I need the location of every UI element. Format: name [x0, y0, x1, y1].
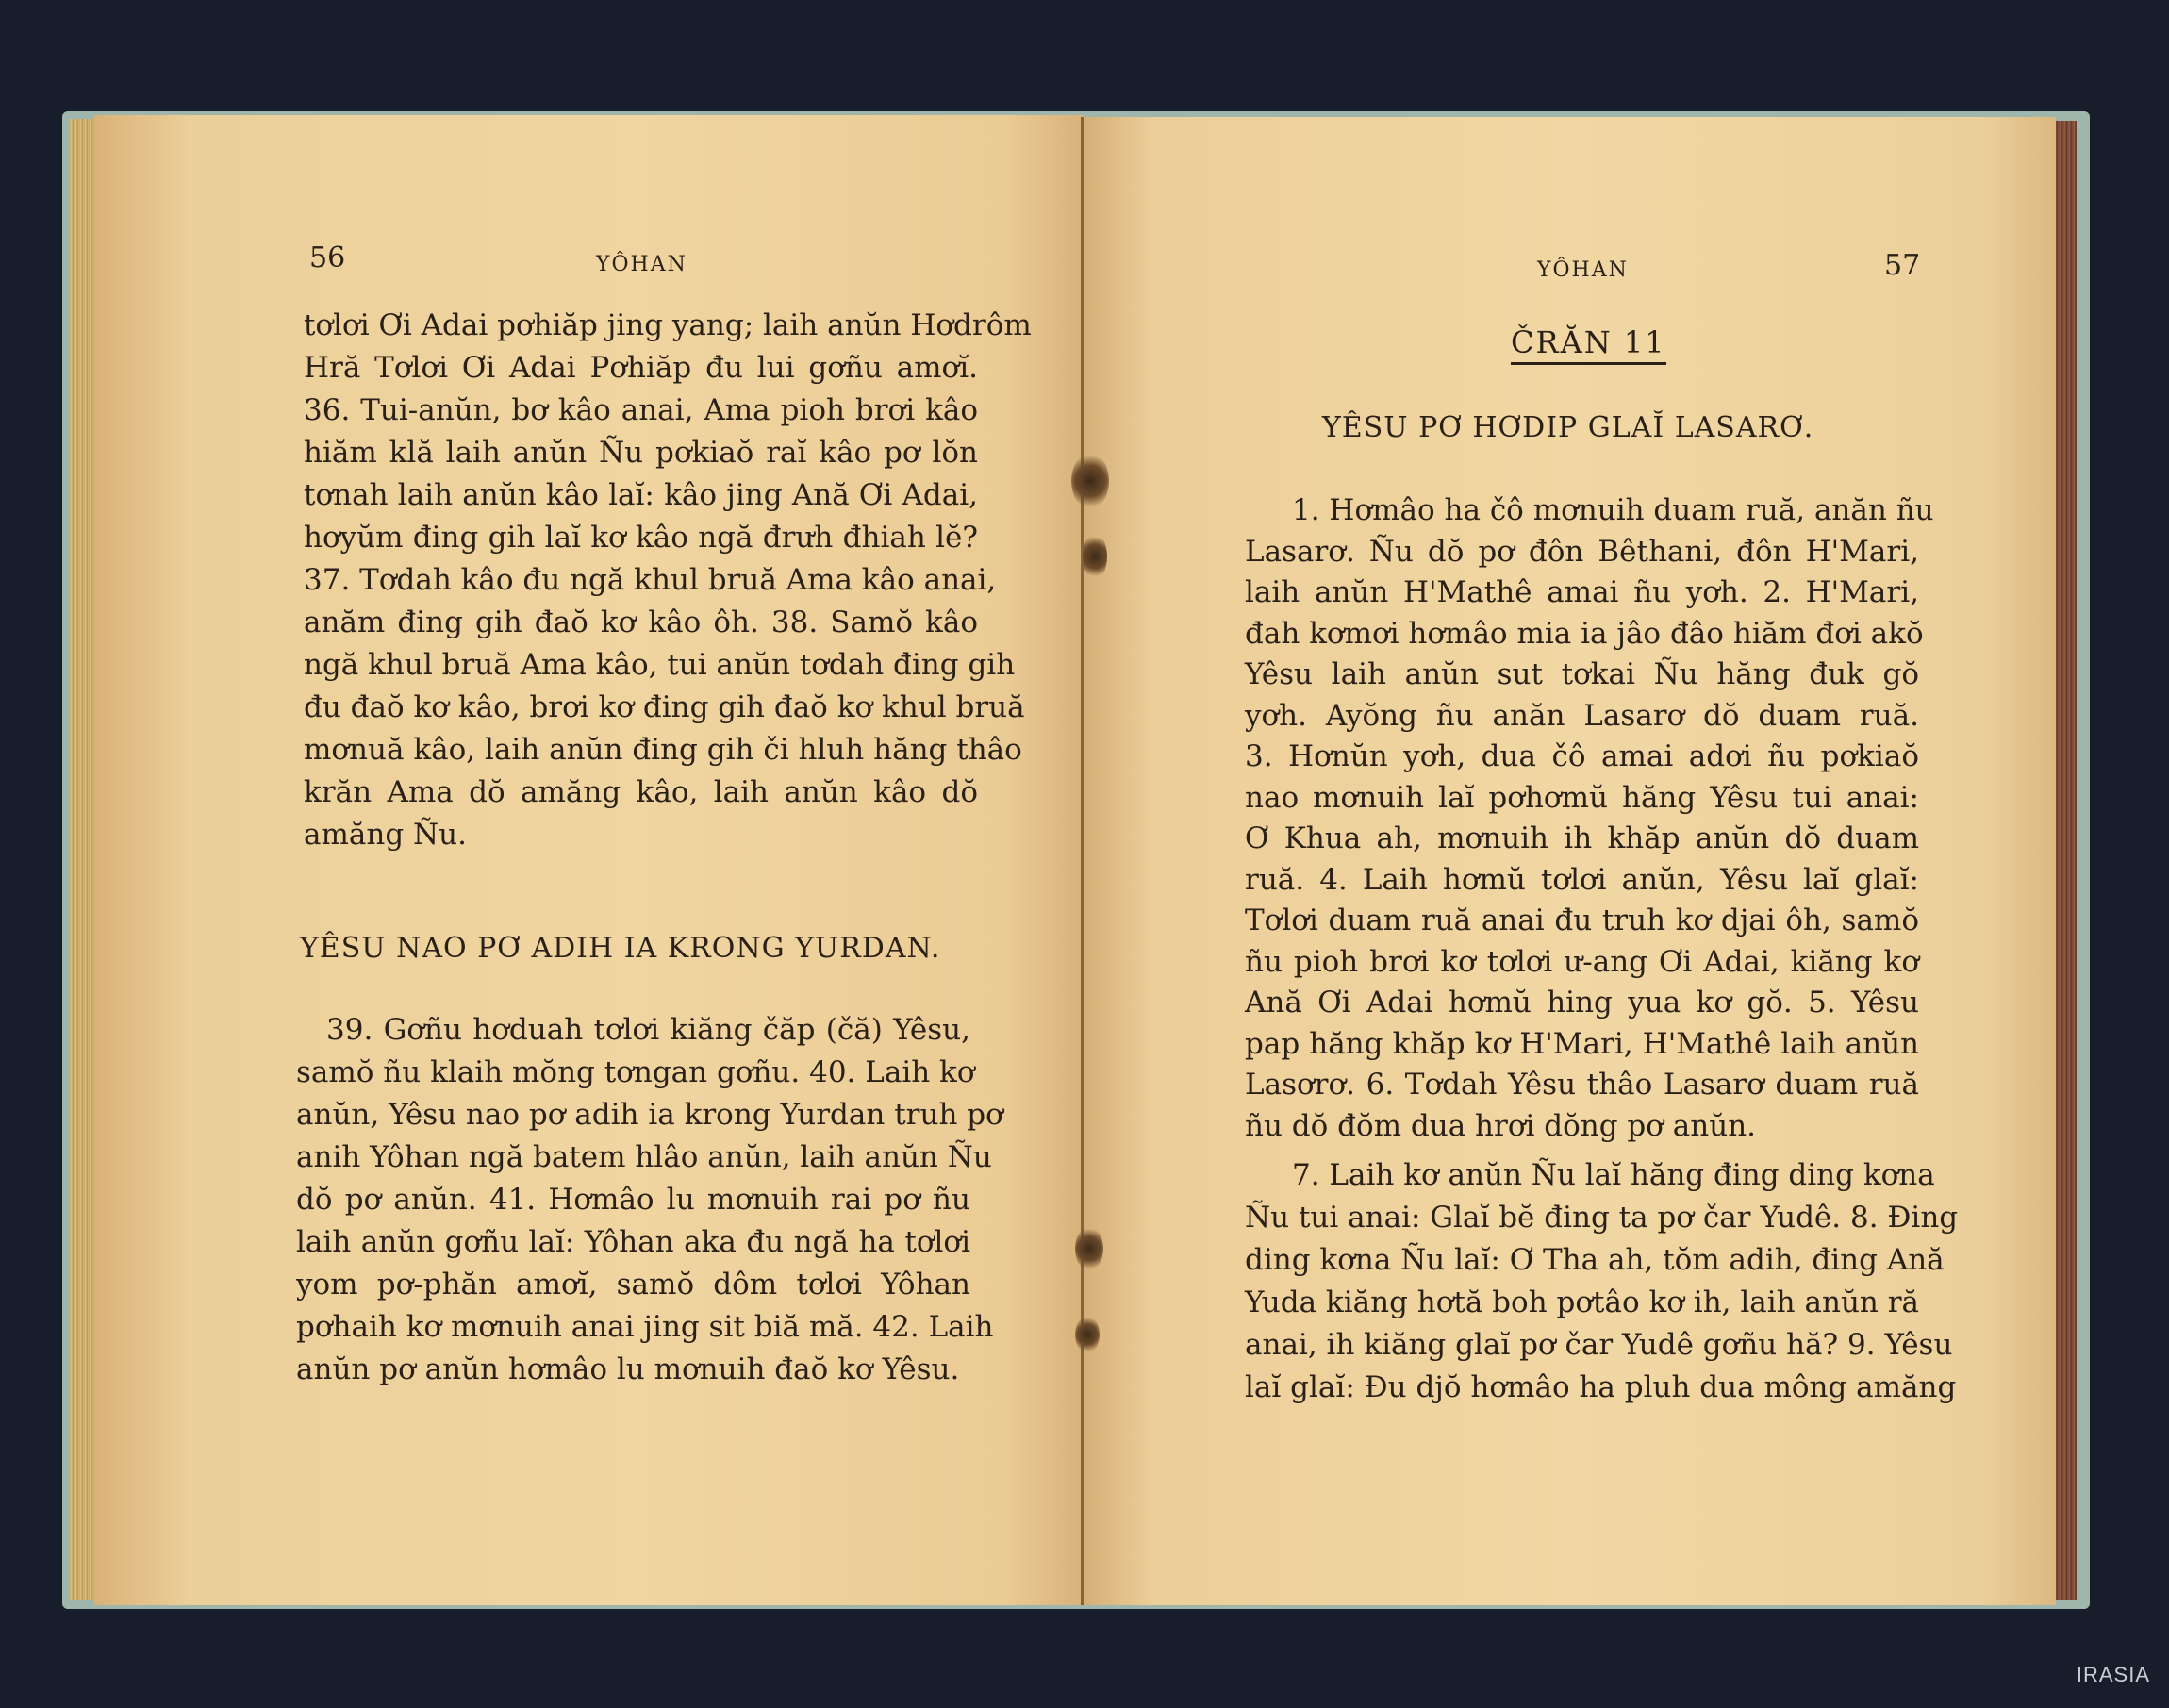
text-line: ñu pioh brơi kơ tơlơi ư-ang Ơi Adai, kiăng kơ [1245, 944, 1919, 979]
text-line: Ñu tui anai: Glaĭ bĕ đing ta pơ čar Yudê. 8. Đing [1245, 1201, 1959, 1235]
text-line: Ơ Khua ah, mơnuih ih khăp anŭn dŏ duam [1245, 821, 1919, 855]
text-line: ruă. 4. Laih hơmŭ tơlơi anŭn, Yêsu laĭ glaĭ: [1245, 862, 1919, 897]
text-line: mơnuă kâo, laih anŭn đing gih či hluh hăng thâo [304, 733, 1022, 767]
left-paragraph-1 [304, 305, 1032, 856]
left-page-number: 56 [309, 241, 346, 274]
text-line: Hră Tơlơi Ơi Adai Pơhiăp đu lui gơñu amơĭ. [304, 351, 978, 385]
text-line: 1. Hơmâo ha čô mơnuih duam ruă, anăn ñu [1292, 493, 1934, 527]
text-line: nao mơnuih laĭ pơhơmŭ hăng Yêsu tui anai: [1245, 780, 1919, 815]
left-paragraph-2 [296, 1009, 1003, 1391]
text-line: Ană Ơi Adai hơmŭ hing yua kơ gŏ. 5. Yêsu [1245, 986, 1919, 1020]
text-line: amăng Ñu. [304, 818, 467, 852]
left-section-heading: YÊSU NAO PƠ ADIH IA KRONG YURDAN. [300, 932, 941, 965]
text-line: 3. Hơnŭn yơh, dua čô amai adơi ñu pơkiaŏ [1245, 739, 1919, 773]
binding-stain [1083, 533, 1107, 580]
text-line: anih Yôhan ngă batem hlâo anŭn, laih anŭn Ñu [296, 1140, 992, 1174]
text-line: Yêsu laih anŭn sut tơkai Ñu hăng đuk gŏ [1245, 657, 1919, 691]
text-line: anŭn, Yêsu nao pơ adih ia krong Yurdan truh pơ [296, 1098, 1003, 1132]
text-line: tơnah laih anŭn kâo laĭ: kâo jing Ană Ơi Adai, [304, 478, 978, 512]
right-page-number: 57 [1884, 249, 1921, 282]
text-line: tơlơi Ơi Adai pơhiăp jing yang; laih anŭn Hơdrôm [304, 308, 1032, 342]
text-line: anŭn pơ anŭn hơmâo lu mơnuih đaŏ kơ Yêsu. [296, 1352, 960, 1386]
text-line: Lasarơ. Ñu dŏ pơ đôn Bêthani, đôn H'Mari, [1245, 534, 1919, 569]
text-line: đu đaŏ kơ kâo, brơi kơ đing gih đaŏ kơ khul bruă [304, 690, 1025, 724]
watermark-label: IRASIA [2076, 1663, 2150, 1686]
text-line: 7. Laih kơ anŭn Ñu laĭ hăng đing ding kơna [1292, 1158, 1935, 1192]
binding-stain [1075, 1226, 1103, 1271]
chapter-title: ČRĂN 11 [1511, 324, 1666, 365]
binding-stain [1071, 453, 1109, 509]
right-running-title: YÔHAN [1537, 258, 1629, 282]
text-line: 36. Tui-anŭn, bơ kâo anai, Ama pioh brơi kâo [304, 393, 978, 427]
text-line: đah kơmơi hơmâo mia ia jâo đâo hiăm đơi akŏ [1245, 616, 1924, 651]
text-line: hơyŭm đing gih laĭ kơ kâo ngă đrưh đhiah lĕ? [304, 521, 978, 555]
book-gutter [1081, 117, 1084, 1605]
text-line: laih anŭn gơñu laĭ: Yôhan aka đu ngă ha tơlơi [296, 1225, 970, 1259]
text-line: ñu dŏ đŏm dua hrơi dŏng pơ anŭn. [1245, 1108, 1757, 1143]
text-line: samŏ ñu klaih mŏng tơngan gơñu. 40. Laih kơ [296, 1055, 975, 1089]
text-line: 39. Gơñu hơduah tơlơi kiăng čăp (čă) Yêsu, [326, 1013, 970, 1047]
text-line: laĭ glaĭ: Đu djŏ hơmâo ha pluh dua mông amăng [1245, 1370, 1957, 1404]
text-line: ngă khul bruă Ama kâo, tui anŭn tơdah đing gih [304, 648, 1016, 682]
text-line: Tơlơi duam ruă anai đu truh kơ djai ôh, samŏ [1245, 904, 1919, 937]
text-line: 37. Tơdah kâo đu ngă khul bruă Ama kâo anai, [304, 563, 997, 597]
text-line: krăn Ama dŏ amăng kâo, laih anŭn kâo dŏ [304, 775, 978, 809]
text-line: ding kơna Ñu laĭ: Ơ Tha ah, tŏm adih, đing Ană [1245, 1243, 1945, 1277]
text-line: pơhaih kơ mơnuih anai jing sit biă mă. 42. Laih [296, 1310, 994, 1344]
text-line: Lasơrơ. 6. Tơdah Yêsu thâo Lasarơ duam ruă [1245, 1068, 1919, 1102]
right-section-heading: YÊSU PƠ HƠDIP GLAĬ LASARƠ. [1322, 411, 1814, 444]
text-line: yom pơ-phăn amơĭ, samŏ dôm tơlơi Yôhan [296, 1268, 970, 1302]
left-running-title: YÔHAN [596, 253, 687, 276]
text-line: yơh. Ayŏng ñu anăn Lasarơ dŏ duam ruă. [1245, 698, 1919, 733]
binding-stain [1075, 1316, 1100, 1353]
text-line: Yuda kiăng hơtă boh pơtâo kơ ih, laih anŭn ră [1245, 1285, 1920, 1319]
text-line: hiăm klă laih anŭn Ñu pơkiaŏ raĭ kâo pơ lŏn [304, 436, 978, 470]
right-paragraph-1 [1245, 490, 1934, 1147]
right-page-edges [2054, 121, 2077, 1600]
text-line: anăm đing gih đaŏ kơ kâo ôh. 38. Samŏ kâo [304, 605, 978, 639]
text-line: dŏ pơ anŭn. 41. Hơmâo lu mơnuih rai pơ ñu [296, 1183, 970, 1217]
text-line: anai, ih kiăng glaĭ pơ čar Yudê gơñu hă? 9. Yêsu [1245, 1328, 1953, 1362]
text-line: laih anŭn H'Mathê amai ñu yơh. 2. H'Mari, [1245, 575, 1919, 609]
right-paragraph-2 [1245, 1154, 1959, 1409]
text-line: pap hăng khăp kơ H'Mari, H'Mathê laih anŭn [1245, 1026, 1919, 1061]
